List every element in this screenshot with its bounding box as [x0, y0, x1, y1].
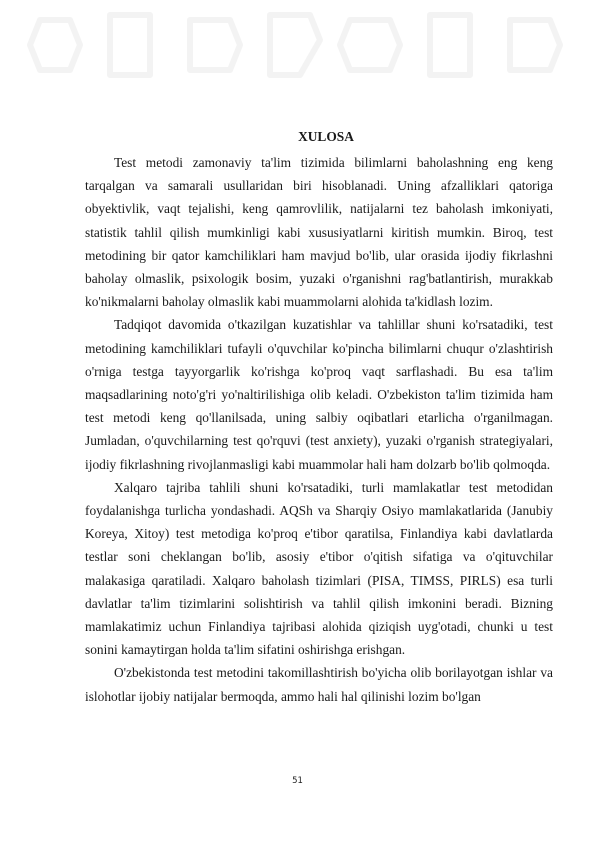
section-title: XULOSA: [298, 129, 354, 144]
page-number: 51: [292, 776, 303, 786]
paragraph-2: Tadqiqot davomida o'tkazilgan kuzatishlar va tahlillar shuni ko'rsatadiki, test metodining kamchiliklari tufayli o'quvchilar ko'pincha bilimlarni chuqur o'zlashtirish o'rniga testga tayyorgarlik ko'rishga ko'proq vaqt sarflashadi. Bu esa ta'lim maqsadlarining noto'g'ri yo'naltirilishiga olib keladi. O'zbekiston ta'lim tizimida ham test metodi keng qo'llanilsada, uning salbiy oqibatlari etarlicha o'rganilmagan. Jumladan, o'quvchilarning test qo'rquvi (test anxiety), yuzaki o'rganish strategiyalari, ijodiy fikrlashning rivojlanmasligi kabi muammolar hali ham dolzarb bo'lib qolmoqda.: [85, 317, 553, 472]
document-body: [85, 127, 553, 708]
paragraph-1: Test metodi zamonaviy ta'lim tizimida bilimlarni baholashning eng keng tarqalgan va samarali usullaridan biri hisoblanadi. Uning afzalliklari qatoriga obyektivlik, vaqt tejalishi, keng qamrovlilik, natijalarni tez baholash imkoniyati, statistik tahlil qilish mumkinligi kabi xususiyatlarni kiritish mumkin. Biroq, test metodining bir qator kamchiliklari ham mavjud bo'lib, ular orasida ijodiy fikrlashni baholay olmaslik, psixologik bosim, yuzaki o'rganishni rag'batlantirish, murakkab ko'nikmalarni baholay olmaslik kabi muammolarni alohida ta'kidlash lozim.: [85, 155, 553, 310]
paragraph-4: O'zbekistonda test metodini takomillashtirish bo'yicha olib borilayotgan ishlar va islohotlar ijobiy natijalar bermoqda, ammo hali hal qilinishi lozim bo'lgan: [85, 665, 553, 704]
paragraph-3: Xalqaro tajriba tahlili shuni ko'rsatadiki, turli mamlakatlar test metodidan foydalanishga turlicha yondashadi. AQSh va Sharqiy Osiyo mamlakatlarida (Janubiy Koreya, Xitoy) test metodiga ko'proq e'tibor qaratilsa, Finlandiya kabi davlatlarda testlar soni cheklangan bo'lib, asosiy e'tibor o'qitish sifatiga va o'qituvchilar malakasiga qaratiladi. Xalqaro baholash tizimlari (PISA, TIMSS, PIRLS) esa turli davlatlar ta'lim tizimlarini solishtirish va tahlil qilish imkonini beradi. Bizning mamlakatimiz uchun Finlandiya tajribasi alohida qiziqish uyg'otadi, chunki u test sonini kamaytirgan holda ta'lim sifatini oshirishga erishgan.: [85, 479, 553, 658]
